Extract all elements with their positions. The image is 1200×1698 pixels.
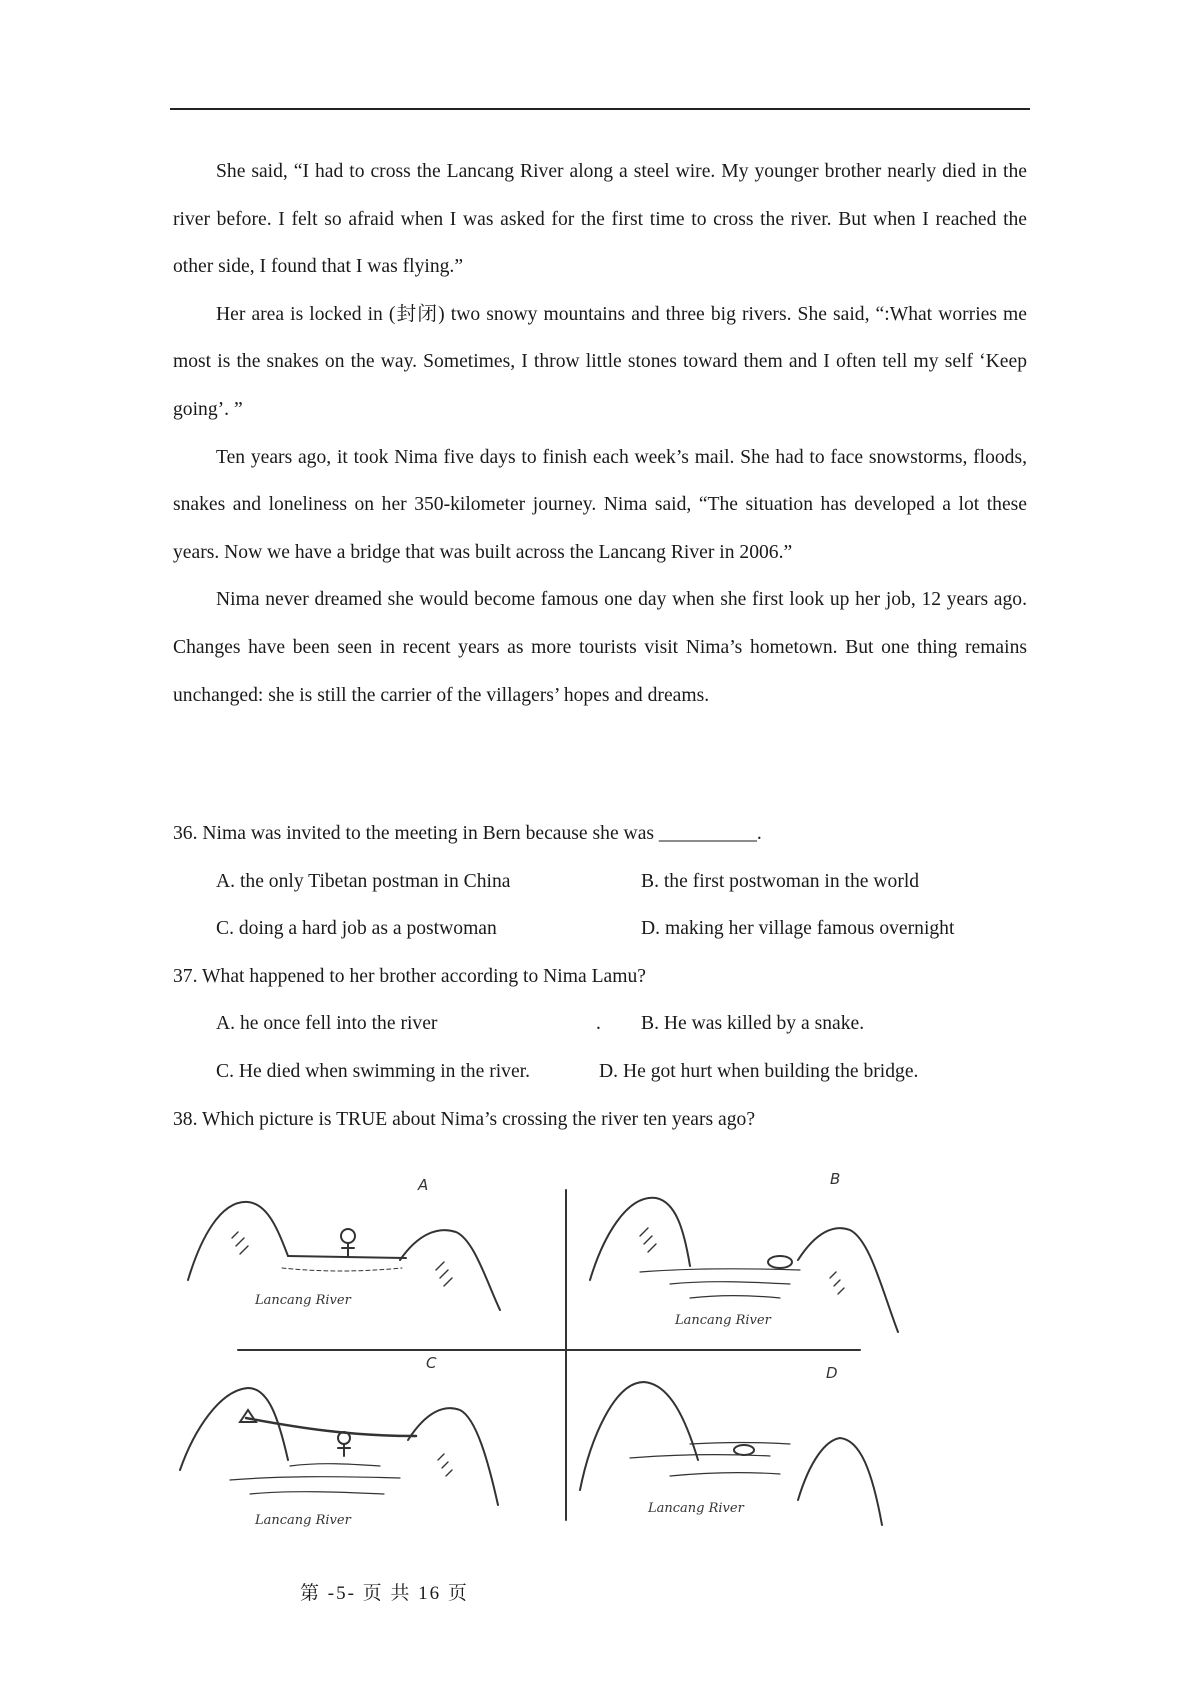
water-line	[640, 1269, 800, 1272]
left-mountain	[188, 1202, 288, 1280]
panel-d-label: D	[826, 1364, 838, 1382]
bridge-hatch	[282, 1268, 402, 1271]
panel-b-label: B	[830, 1170, 841, 1188]
reading-passage	[173, 148, 1027, 719]
passage-paragraph: She said, “I had to cross the Lancang River along a steel wire. My younger brother nearly died in the river before. I felt so afraid when I was asked for the first time to cross the river. But when I reached the other side, I found that I was flying.”	[173, 161, 1027, 278]
snow-marks	[232, 1232, 248, 1254]
left-mountain	[580, 1382, 698, 1490]
water-line	[250, 1492, 384, 1494]
left-mountain	[590, 1198, 690, 1280]
panel-d	[580, 1364, 882, 1525]
river-label: Lancang River	[648, 1501, 744, 1516]
figure-svg	[170, 1160, 970, 1560]
swimmer-icon	[734, 1445, 754, 1455]
river-label: Lancang River	[255, 1513, 351, 1528]
passage-paragraph: Her area is locked in (封闭) two snowy mountains and three big rivers. She said, “:What worries me most is the snakes on the way. Sometimes, I throw little stones toward them and I often tell my self ‘Keep going’. ”	[173, 303, 1027, 420]
question-36-option-d[interactable]: D. making her village famous overnight	[641, 918, 955, 940]
right-mountain	[400, 1230, 500, 1310]
right-mountain	[408, 1408, 498, 1505]
question-36-option-b[interactable]: B. the first postwoman in the world	[641, 870, 920, 892]
water-line	[690, 1443, 790, 1445]
person-body	[338, 1444, 350, 1456]
question-36-option-a[interactable]: A. the only Tibetan postman in China	[216, 870, 511, 892]
passage-paragraph: Ten years ago, it took Nima five days to finish each week’s mail. She had to face snowstorms, floods, snakes and loneliness on her 350-kilometer journey. Nima said, “The situation has developed a lot these years. Now we have a bridge that was built across the Lancang River in 2006.”	[173, 446, 1027, 563]
question-36-option-c[interactable]: C. doing a hard job as a postwoman	[216, 918, 497, 940]
wire-anchor	[240, 1410, 256, 1422]
bridge-deck	[288, 1256, 406, 1258]
river-crossing-figure	[170, 1160, 970, 1560]
question-37-option-a[interactable]: A. he once fell into the river	[216, 1013, 438, 1035]
right-mountain	[798, 1228, 898, 1332]
questions-section	[173, 810, 1027, 1143]
question-37-option-b[interactable]: B. He was killed by a snake.	[641, 1013, 865, 1035]
panel-c	[180, 1354, 498, 1528]
question-37-options-row-1	[173, 1000, 1027, 1048]
snow-marks	[438, 1454, 452, 1476]
question-36-options-row-2	[173, 905, 1027, 953]
left-mountain	[180, 1388, 288, 1470]
person-body	[342, 1243, 354, 1256]
panel-b	[590, 1170, 898, 1332]
question-37-stem: 37. What happened to her brother according to Nima Lamu?	[173, 965, 646, 987]
snow-marks	[830, 1272, 844, 1294]
water-line	[290, 1464, 380, 1466]
page-footer: 第 -5- 页 共 16 页	[300, 1583, 469, 1604]
water-line	[670, 1473, 780, 1476]
question-37-stray-dot: .	[596, 1013, 601, 1035]
panel-a	[188, 1176, 500, 1310]
right-mountain	[798, 1438, 882, 1525]
question-36-stem: 36. Nima was invited to the meeting in Bern because she was __________.	[173, 823, 762, 844]
water-line	[230, 1477, 400, 1480]
water-line	[690, 1296, 780, 1298]
water-line	[670, 1282, 790, 1284]
swimmer-icon	[768, 1256, 792, 1268]
panel-a-label: A	[418, 1176, 429, 1194]
snow-marks	[640, 1228, 656, 1252]
header-rule	[170, 108, 1030, 110]
person-icon	[341, 1229, 355, 1243]
passage-paragraph: Nima never dreamed she would become famous one day when she first look up her job, 12 years ago. Changes have been seen in recent years as more tourists visit Nima’s hometown. But one thing remains unchanged: she is still the carrier of the villagers’ hopes and dreams.	[173, 589, 1027, 706]
question-37-option-d[interactable]: D. He got hurt when building the bridge.	[599, 1060, 919, 1082]
river-label: Lancang River	[255, 1293, 351, 1308]
question-38-stem: 38. Which picture is TRUE about Nima’s crossing the river ten years ago?	[173, 1108, 756, 1130]
question-37-option-c[interactable]: C. He died when swimming in the river.	[216, 1060, 530, 1082]
steel-wire	[246, 1418, 416, 1436]
question-37-options-row-2	[173, 1048, 1027, 1096]
panel-c-label: C	[426, 1354, 437, 1372]
snow-marks	[436, 1262, 452, 1286]
question-36-options-row-1	[173, 858, 1027, 906]
river-label: Lancang River	[675, 1313, 771, 1328]
